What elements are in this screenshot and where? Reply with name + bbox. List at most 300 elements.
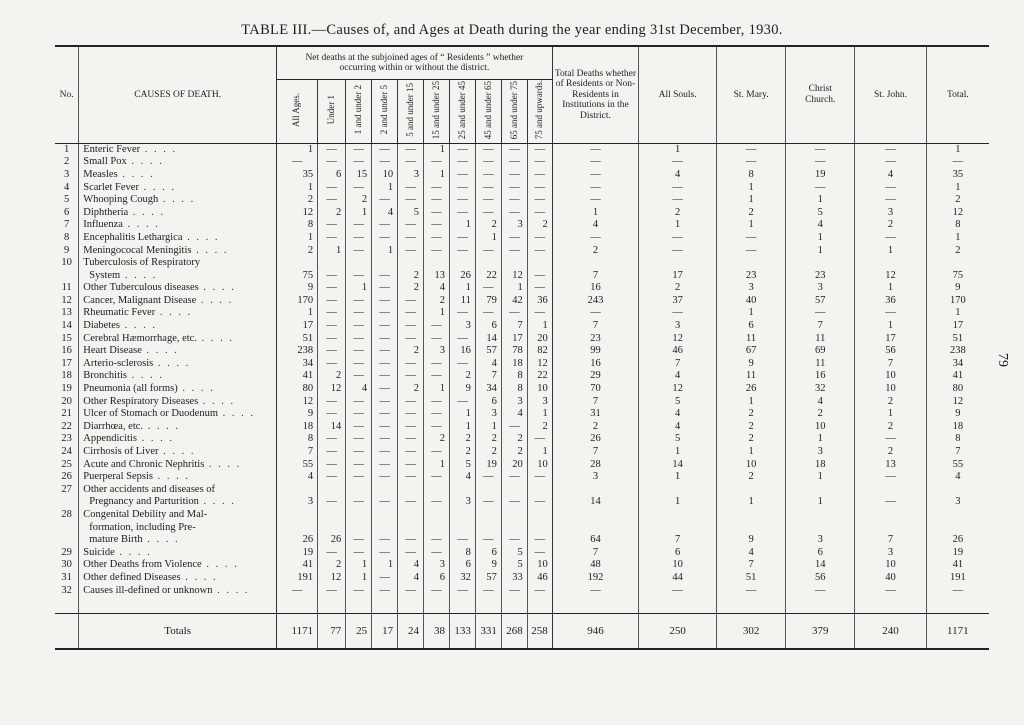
cell-value: — — [372, 370, 398, 383]
cell-value: — — [475, 245, 501, 258]
cell-value: 2 — [398, 257, 424, 282]
cell-value: — — [372, 219, 398, 232]
table-row — [55, 509, 989, 547]
cell-value: — — [372, 585, 398, 598]
total-value: 25 — [346, 614, 372, 650]
cell-value: 3 — [786, 509, 855, 547]
cell-value: 6 — [475, 547, 501, 560]
cell-value: — — [717, 156, 786, 169]
cell-value: 1 — [926, 307, 989, 320]
cell-value: — — [346, 471, 372, 484]
cell-value: 23 — [786, 257, 855, 282]
cell-value: 11 — [786, 358, 855, 371]
table-title: TABLE III.—Causes of, and Ages at Death during the year ending 31st December, 1930. — [241, 22, 783, 38]
cell-value: — — [552, 232, 638, 245]
table-row — [55, 320, 989, 333]
cell-value: 1 — [639, 219, 717, 232]
cell-value: 26 — [449, 257, 475, 282]
cell-value: 20 — [501, 459, 527, 472]
cell-value: 46 — [527, 572, 552, 585]
cell-value: — — [424, 156, 450, 169]
cell-value: 14 — [552, 484, 638, 509]
total-value: 1171 — [277, 614, 318, 650]
total-value: 77 — [318, 614, 346, 650]
cell-value: — — [475, 169, 501, 182]
table-row — [55, 396, 989, 409]
table-row — [55, 370, 989, 383]
cell-value: — — [318, 333, 346, 346]
cell-value: 55 — [926, 459, 989, 472]
cell-value: 1 — [346, 207, 372, 220]
cell-value: — — [527, 156, 552, 169]
cell-value: 10 — [855, 383, 926, 396]
cell-value: — — [552, 585, 638, 598]
cell-value: 2 — [398, 282, 424, 295]
cell-value: — — [475, 194, 501, 207]
cell-value: 1 — [449, 282, 475, 295]
cell-value: 3 — [527, 396, 552, 409]
cell-value: 10 — [639, 559, 717, 572]
cell-value: 1 — [424, 169, 450, 182]
cell-value: 7 — [277, 446, 318, 459]
total-value: 1171 — [926, 614, 989, 650]
cell-value: 2 — [717, 471, 786, 484]
cause-of-death: Small Pox . . . . — [79, 156, 277, 169]
cell-value: 191 — [277, 572, 318, 585]
cell-value: 170 — [277, 295, 318, 308]
cell-value: 12 — [926, 396, 989, 409]
cell-value: 2 — [475, 433, 501, 446]
cell-value: — — [318, 156, 346, 169]
cell-value: — — [424, 219, 450, 232]
cell-value: 7 — [552, 396, 638, 409]
cell-value: 1 — [552, 207, 638, 220]
cell-value: 2 — [475, 219, 501, 232]
cell-value: 1 — [346, 572, 372, 585]
cause-of-death: Other defined Diseases . . . . — [79, 572, 277, 585]
cell-value: — — [346, 433, 372, 446]
cell-value: 5 — [639, 396, 717, 409]
cause-of-death: Cerebral Hæmorrhage, etc. . . . . — [79, 333, 277, 346]
cell-value: — — [398, 446, 424, 459]
cell-value: — — [552, 182, 638, 195]
cell-value: — — [318, 320, 346, 333]
cell-value: 2 — [398, 383, 424, 396]
row-number: 26 — [61, 471, 72, 483]
cell-value: — — [501, 143, 527, 156]
cell-value: — — [346, 459, 372, 472]
table-row — [55, 433, 989, 446]
cell-value: — — [424, 484, 450, 509]
cell-value: 9 — [475, 559, 501, 572]
cell-value: 32 — [786, 383, 855, 396]
cell-value: 6 — [475, 320, 501, 333]
cell-value: 192 — [552, 572, 638, 585]
cell-value: — — [717, 232, 786, 245]
cell-value: — — [449, 396, 475, 409]
cell-value: 2 — [424, 433, 450, 446]
cell-value: — — [372, 421, 398, 434]
cause-of-death: Arterio-sclerosis . . . . — [79, 358, 277, 371]
cell-value: — — [372, 408, 398, 421]
cell-value: 1 — [424, 459, 450, 472]
cell-value: — — [372, 232, 398, 245]
cell-value: — — [346, 333, 372, 346]
cell-value: 7 — [552, 446, 638, 459]
cell-value: 1 — [639, 471, 717, 484]
cell-value: 238 — [277, 345, 318, 358]
cell-value: — — [424, 421, 450, 434]
cell-value: — — [318, 358, 346, 371]
cell-value: 12 — [318, 383, 346, 396]
cell-value: 4 — [552, 219, 638, 232]
cell-value: 1 — [786, 433, 855, 446]
cell-value: — — [318, 219, 346, 232]
cell-value: — — [855, 484, 926, 509]
total-value: 250 — [639, 614, 717, 650]
cell-value: 2 — [318, 207, 346, 220]
cell-value: 78 — [501, 345, 527, 358]
cell-value: — — [424, 509, 450, 547]
cause-of-death: Tuberculosis of Respiratory System . . . . — [79, 257, 277, 282]
cell-value: 26 — [717, 383, 786, 396]
cell-value: — — [346, 219, 372, 232]
cell-value: 1 — [277, 307, 318, 320]
header-ward-christ-church: Christ Church. — [786, 46, 855, 143]
cell-value: — — [527, 484, 552, 509]
table-row — [55, 421, 989, 434]
cell-value: — — [527, 182, 552, 195]
table-row — [55, 484, 989, 509]
table-row — [55, 219, 989, 232]
cell-value: — — [398, 295, 424, 308]
cell-value: 1 — [318, 245, 346, 258]
cell-value: 2 — [639, 282, 717, 295]
cell-value: 22 — [527, 370, 552, 383]
row-number: 28 — [61, 508, 72, 520]
row-number: 7 — [64, 219, 70, 231]
row-number: 15 — [61, 332, 72, 344]
cell-value: 4 — [855, 169, 926, 182]
cell-value: — — [786, 585, 855, 598]
row-number: 30 — [61, 559, 72, 571]
cell-value: 2 — [717, 408, 786, 421]
cell-value: — — [926, 585, 989, 598]
cell-value: — — [501, 169, 527, 182]
cause-of-death: Acute and Chronic Nephritis . . . . — [79, 459, 277, 472]
cell-value: 2 — [346, 194, 372, 207]
cell-value: 29 — [552, 370, 638, 383]
cell-value: — — [346, 358, 372, 371]
cell-value: 5 — [501, 559, 527, 572]
cell-value: 12 — [277, 396, 318, 409]
cell-value: 7 — [475, 370, 501, 383]
cell-value: — — [527, 282, 552, 295]
cell-value: — — [424, 446, 450, 459]
cell-value: 7 — [639, 509, 717, 547]
cell-value: — — [449, 307, 475, 320]
cell-value: 1 — [786, 232, 855, 245]
row-number: 16 — [61, 345, 72, 357]
cell-value: 2 — [855, 219, 926, 232]
cause-of-death: Other Respiratory Diseases . . . . — [79, 396, 277, 409]
header-causes: CAUSES OF DEATH. — [79, 46, 277, 143]
cell-value: — — [449, 156, 475, 169]
table-row — [55, 383, 989, 396]
cell-value: — — [501, 484, 527, 509]
cell-value: 4 — [398, 559, 424, 572]
cell-value: 11 — [449, 295, 475, 308]
cell-value: 3 — [277, 484, 318, 509]
cell-value: — — [424, 408, 450, 421]
table-row — [55, 585, 989, 598]
row-number: 23 — [61, 433, 72, 445]
cell-value: — — [318, 345, 346, 358]
cell-value: 14 — [639, 459, 717, 472]
row-number: 3 — [64, 168, 70, 180]
cell-value: — — [639, 232, 717, 245]
cell-value: 9 — [277, 408, 318, 421]
cell-value: — — [398, 156, 424, 169]
cell-value: — — [855, 156, 926, 169]
cell-value: — — [398, 219, 424, 232]
cell-value: — — [398, 232, 424, 245]
cell-value: — — [501, 156, 527, 169]
cell-value: — — [786, 156, 855, 169]
cell-value: 3 — [926, 484, 989, 509]
cell-value: 3 — [786, 446, 855, 459]
cell-value: — — [318, 484, 346, 509]
row-number: 21 — [61, 408, 72, 420]
table-row — [55, 245, 989, 258]
cell-value: 75 — [926, 257, 989, 282]
cell-value: — — [501, 232, 527, 245]
cell-value: — — [398, 459, 424, 472]
cell-value: 4 — [475, 358, 501, 371]
cell-value: 26 — [926, 509, 989, 547]
table-row — [55, 156, 989, 169]
cell-value: — — [855, 433, 926, 446]
cell-value: 9 — [926, 408, 989, 421]
cell-value: 8 — [926, 433, 989, 446]
cell-value: — — [449, 169, 475, 182]
cell-value: 1 — [449, 219, 475, 232]
cell-value: — — [372, 295, 398, 308]
cell-value: — — [527, 232, 552, 245]
row-number: 6 — [64, 206, 70, 218]
cell-value: 16 — [449, 345, 475, 358]
cell-value: — — [346, 547, 372, 560]
table-row — [55, 446, 989, 459]
spacer-row — [55, 597, 989, 614]
total-value: 38 — [424, 614, 450, 650]
cell-value: — — [398, 245, 424, 258]
cell-value: 1 — [639, 143, 717, 156]
totals-row — [55, 614, 989, 650]
total-value: 268 — [501, 614, 527, 650]
total-value: 240 — [855, 614, 926, 650]
row-number: 31 — [61, 571, 72, 583]
cause-of-death: Meningococal Meningitis . . . . — [79, 245, 277, 258]
cell-value: — — [398, 320, 424, 333]
cell-value: — — [424, 232, 450, 245]
cell-value: 8 — [449, 547, 475, 560]
totals-label: Totals — [79, 614, 277, 650]
cell-value: 1 — [639, 484, 717, 509]
cell-value: — — [372, 509, 398, 547]
row-number: 27 — [61, 483, 72, 495]
cell-value: — — [398, 143, 424, 156]
cell-value: 33 — [501, 572, 527, 585]
cell-value: — — [501, 207, 527, 220]
cell-value: 1 — [346, 559, 372, 572]
cell-value: 1 — [277, 232, 318, 245]
cell-value: — — [475, 207, 501, 220]
cell-value: — — [855, 471, 926, 484]
cell-value: 170 — [926, 295, 989, 308]
cell-value: 1 — [527, 408, 552, 421]
cell-value: — — [277, 585, 318, 598]
cell-value: — — [372, 320, 398, 333]
row-number: 22 — [61, 420, 72, 432]
cell-value: — — [398, 194, 424, 207]
cell-value: — — [786, 307, 855, 320]
table-row — [55, 257, 989, 282]
cell-value: 1 — [277, 182, 318, 195]
cause-of-death: Appendicitis . . . . — [79, 433, 277, 446]
cell-value: — — [449, 245, 475, 258]
table-row — [55, 207, 989, 220]
cell-value: 1 — [855, 282, 926, 295]
cell-value: — — [449, 585, 475, 598]
cell-value: 12 — [639, 333, 717, 346]
cell-value: — — [372, 307, 398, 320]
cell-value: 80 — [277, 383, 318, 396]
cell-value: — — [424, 194, 450, 207]
row-number: 20 — [61, 395, 72, 407]
row-number: 8 — [64, 231, 70, 243]
cell-value: — — [449, 333, 475, 346]
cell-value: — — [346, 446, 372, 459]
cell-value: 7 — [926, 446, 989, 459]
header-age-group: 1 and under 2 — [346, 80, 372, 144]
header-age-group: 65 and under 75 — [501, 80, 527, 144]
cell-value: 99 — [552, 345, 638, 358]
cell-value: 79 — [475, 295, 501, 308]
cell-value: 56 — [786, 572, 855, 585]
cell-value: — — [398, 358, 424, 371]
cell-value: 19 — [475, 459, 501, 472]
cell-value: 4 — [501, 408, 527, 421]
cell-value: — — [527, 194, 552, 207]
cause-of-death: Other Tuberculous diseases . . . . — [79, 282, 277, 295]
cell-value: 18 — [277, 421, 318, 434]
header-ward-st-john: St. John. — [855, 46, 926, 143]
cell-value: — — [346, 320, 372, 333]
cell-value: 19 — [926, 547, 989, 560]
cell-value: 12 — [527, 358, 552, 371]
cell-value: 37 — [639, 295, 717, 308]
cell-value: 3 — [475, 408, 501, 421]
row-number: 19 — [61, 383, 72, 395]
cell-value: 56 — [855, 345, 926, 358]
cause-of-death: Encephalitis Lethargica . . . . — [79, 232, 277, 245]
cell-value: 35 — [926, 169, 989, 182]
cause-of-death: Diphtheria . . . . — [79, 207, 277, 220]
cell-value: 6 — [424, 572, 450, 585]
cell-value: 18 — [786, 459, 855, 472]
cell-value: 2 — [318, 370, 346, 383]
row-number: 29 — [61, 546, 72, 558]
cell-value: 4 — [398, 572, 424, 585]
cell-value: 10 — [786, 421, 855, 434]
cell-value: — — [398, 484, 424, 509]
cause-of-death: Congenital Debility and Mal- formation, including Pre- mature Birth . . . . — [79, 509, 277, 547]
cell-value: 7 — [552, 547, 638, 560]
cell-value: — — [449, 358, 475, 371]
cell-value: — — [318, 471, 346, 484]
header-net-deaths: Net deaths at the subjoined ages of “ Residents ” whether occurring within or without the district. — [277, 46, 553, 80]
cell-value: 36 — [855, 295, 926, 308]
cell-value: — — [424, 182, 450, 195]
cell-value: 5 — [501, 547, 527, 560]
cell-value: 19 — [786, 169, 855, 182]
cell-value: 20 — [527, 333, 552, 346]
cell-value: 9 — [926, 282, 989, 295]
cell-value: — — [639, 156, 717, 169]
cell-value: — — [318, 232, 346, 245]
cell-value: — — [449, 207, 475, 220]
cell-value: — — [398, 547, 424, 560]
cause-of-death: Diarrhœa, etc. . . . . — [79, 421, 277, 434]
cell-value: 1 — [717, 219, 786, 232]
cell-value: — — [501, 245, 527, 258]
cell-value: 6 — [318, 169, 346, 182]
cell-value: — — [527, 509, 552, 547]
cell-value: 2 — [277, 194, 318, 207]
cell-value: — — [424, 547, 450, 560]
total-value: 331 — [475, 614, 501, 650]
cell-value: — — [639, 245, 717, 258]
cell-value: 3 — [449, 320, 475, 333]
header-ward-all-souls: All Souls. — [639, 46, 717, 143]
cell-value: — — [855, 143, 926, 156]
cell-value: 1 — [786, 471, 855, 484]
cell-value: — — [424, 358, 450, 371]
cell-value: 51 — [277, 333, 318, 346]
cause-of-death: Other accidents and diseases of Pregnancy and Parturition . . . . — [79, 484, 277, 509]
cell-value: — — [449, 143, 475, 156]
cell-value: 2 — [717, 207, 786, 220]
cell-value: 2 — [501, 433, 527, 446]
cell-value: 3 — [717, 282, 786, 295]
cell-value: 4 — [346, 383, 372, 396]
cell-value: 3 — [398, 169, 424, 182]
cell-value: 8 — [277, 219, 318, 232]
cell-value: 1 — [717, 396, 786, 409]
cell-value: — — [372, 194, 398, 207]
cell-value: 2 — [639, 207, 717, 220]
total-value: 946 — [552, 614, 638, 650]
cell-value: — — [318, 182, 346, 195]
cause-of-death: Pneumonia (all forms) . . . . — [79, 383, 277, 396]
cell-value: 26 — [552, 433, 638, 446]
row-number: 11 — [61, 282, 72, 294]
cell-value: 7 — [552, 257, 638, 282]
cell-value: — — [786, 143, 855, 156]
cell-value: — — [372, 383, 398, 396]
cell-value: 13 — [855, 459, 926, 472]
